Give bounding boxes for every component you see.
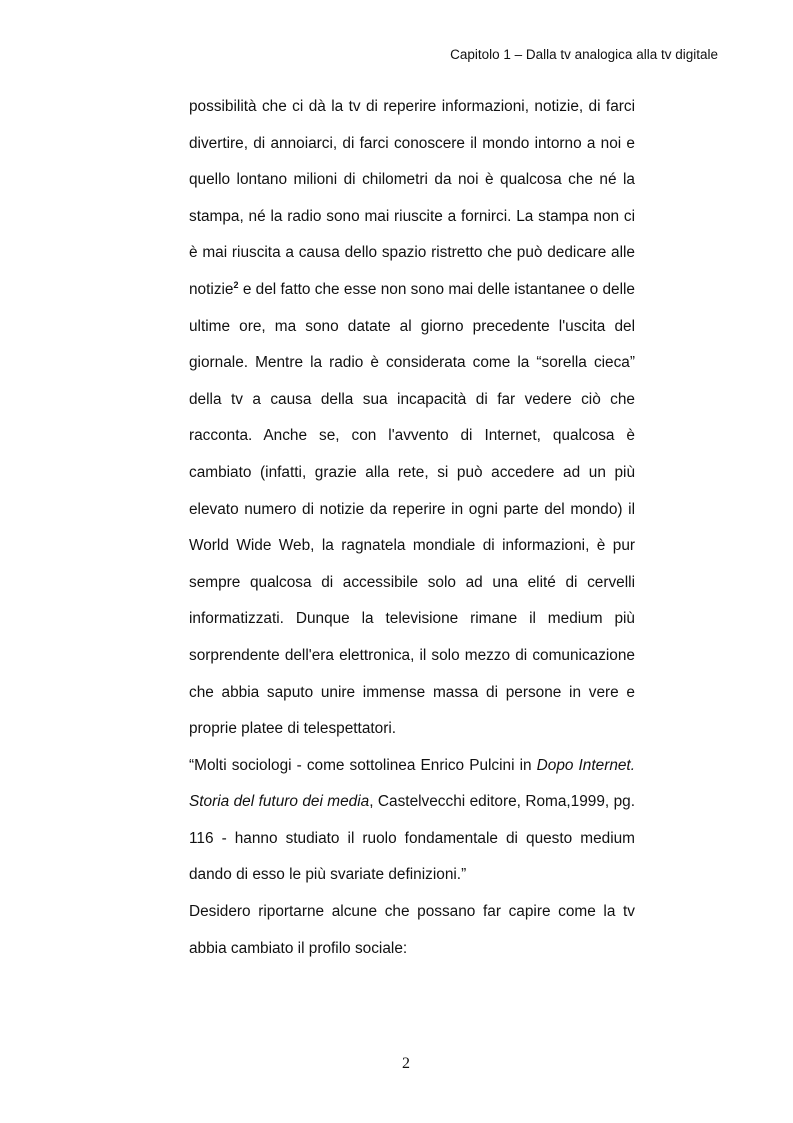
paragraph-2-text-b: , Castelvecchi editore, Roma,1999, pg. 116 - hanno studiato il ruolo fondamentale di questo medium dando di esso le più svariate definizioni.”	[189, 793, 635, 884]
running-header: Capitolo 1 – Dalla tv analogica alla tv digitale	[450, 47, 718, 62]
paragraph-2-text-a: “Molti sociologi - come sottolinea Enrico Pulcini in	[189, 756, 537, 774]
paragraph-1-text-b: e del fatto che esse non sono mai delle istantanee o delle ultime ore, ma sono datate al giorno precedente l'uscita del giornale. Mentre la radio è considerata come la “sorella cieca” della tv a causa della sua incapacità di far vedere ciò che racconta. Anche se, con l'avvento di Internet, qualcosa è cambiato (infatti, grazie alla rete, si può accedere ad un più elevato numero di notizie da reperire in ogni parte del mondo) il World Wide Web, la ragnatela mondiale di informazioni, è pur sempre qualcosa di accessibile solo ad una elité di cervelli informatizzati. Dunque la televisione rimane il medium più sorprendente dell'era elettronica, il solo mezzo di comunicazione che abbia saputo unire immense massa di persone in vere e proprie platee di telespettatori.	[189, 280, 635, 738]
body-text	[189, 89, 635, 967]
paragraph-1	[189, 89, 635, 748]
paragraph-2-quote	[189, 748, 635, 894]
paragraph-1-text-a: possibilità che ci dà la tv di reperire informazioni, notizie, di farci divertire, di annoiarci, di farci conoscere il mondo intorno a noi e quello lontano milioni di chilometri da noi è qualcosa che né la stampa, né la radio sono mai riuscite a fornirci. La stampa non ci è mai riuscita a causa dello spazio ristretto che può dedicare alle notizie	[189, 98, 635, 298]
page-number: 2	[402, 1055, 410, 1072]
book-title: Dopo Internet. Storia del futuro dei media	[189, 756, 635, 811]
footnote-reference: 2	[233, 279, 239, 290]
paragraph-3: Desidero riportarne alcune che possano far capire come la tv abbia cambiato il profilo sociale:	[189, 903, 635, 957]
